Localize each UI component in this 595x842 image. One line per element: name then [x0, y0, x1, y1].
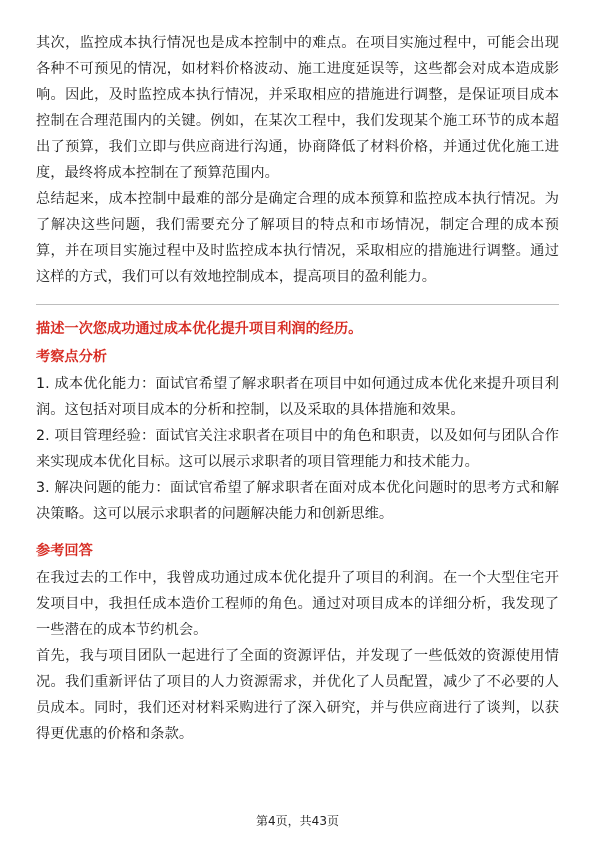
section-divider: [36, 304, 559, 305]
spacer: [36, 527, 559, 539]
analysis-item: 2. 项目管理经验：面试官关注求职者在项目中的角色和职责，以及如何与团队合作来实现成本优化目标。这可以展示求职者的项目管理能力和技术能力。: [36, 428, 559, 470]
answer-paragraph: 在我过去的工作中，我曾成功通过成本优化提升了项目的利润。在一个大型住宅开发项目中，我担任成本造价工程师的角色。通过对项目成本的详细分析，我发现了一些潜在的成本节约机会。: [36, 570, 559, 638]
analysis-item: 1. 成本优化能力：面试官希望了解求职者在项目中如何通过成本优化来提升项目利润。这包括对项目成本的分析和控制，以及采取的具体措施和效果。: [36, 376, 559, 418]
answer-heading: 参考回答: [36, 543, 93, 559]
interview-question: 描述一次您成功通过成本优化提升项目利润的经历。: [36, 321, 363, 337]
page-number: 第4页，共43页: [256, 814, 339, 828]
body-paragraph: 总结起来，成本控制中最难的部分是确定合理的成本预算和监控成本执行情况。为了解决这些问题，我们需要充分了解项目的特点和市场情况，制定合理的成本预算，并在项目实施过程中及时监控成本执行情况，采取相应的措施进行调整。通过这样的方式，我们可以有效地控制成本，提高项目的盈利能力。: [36, 191, 559, 285]
document-page: [36, 30, 559, 747]
analysis-item: 3. 解决问题的能力：面试官希望了解求职者在面对成本优化问题时的思考方式和解决策略。这可以展示求职者的问题解决能力和创新思维。: [36, 480, 559, 522]
analysis-heading: 考察点分析: [36, 349, 107, 365]
body-paragraph: 其次，监控成本执行情况也是成本控制中的难点。在项目实施过程中，可能会出现各种不可预见的情况，如材料价格波动、施工进度延误等，这些都会对成本造成影响。因此，及时监控成本执行情况，并采取相应的措施进行调整，是保证项目成本控制在合理范围内的关键。例如，在某次工程中，我们发现某个施工环节的成本超出了预算，我们立即与供应商进行沟通，协商降低了材料价格，并通过优化施工进度，最终将成本控制在了预算范围内。: [36, 35, 559, 181]
answer-paragraph: 首先，我与项目团队一起进行了全面的资源评估，并发现了一些低效的资源使用情况。我们重新评估了项目的人力资源需求，并优化了人员配置，减少了不必要的人员成本。同时，我们还对材料采购进行了深入研究，并与供应商进行了谈判，以获得更优惠的价格和条款。: [36, 648, 559, 742]
